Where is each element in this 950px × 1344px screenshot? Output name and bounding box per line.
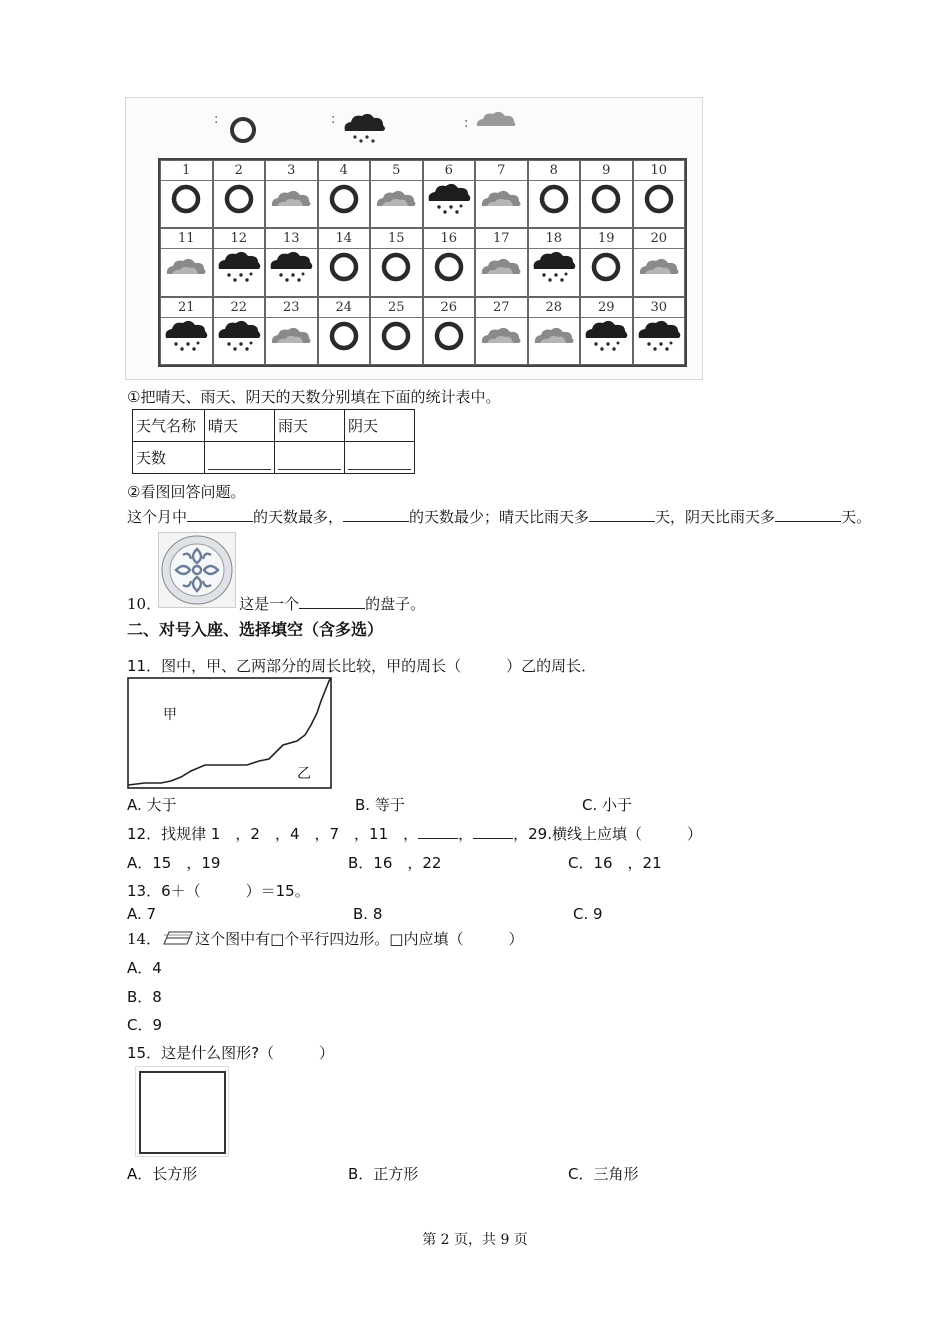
table-header-cell: 雨天 [275,410,345,442]
answer-blank[interactable] [299,594,365,609]
calendar-day-number: 9 [581,163,632,181]
calendar-day-number: 16 [424,231,475,249]
calendar-day-number: 22 [214,300,265,318]
option-a[interactable]: A．4 [127,959,162,977]
q9-sentence-part: 这个月中 [127,508,188,526]
option-b[interactable]: B．8 [127,988,162,1006]
cloud-icon [269,187,313,215]
answer-blank-rainy[interactable] [275,442,345,474]
cloud-icon [479,187,523,215]
q10-text-part: 这是一个 [239,595,300,613]
calendar-day-cell [370,297,423,365]
calendar-day-cell [318,228,371,296]
calendar-day-number: 11 [161,231,212,249]
sun-icon [326,249,362,289]
cloud-icon [164,255,208,283]
calendar-day-number: 17 [476,231,527,249]
option-b[interactable]: B. 8 [353,905,383,923]
answer-blank-cloudy[interactable] [345,442,415,474]
q10-text [127,594,425,614]
sun-icon [378,249,414,289]
q14-stem [127,929,523,950]
region-label-yi: 乙 [297,766,311,782]
calendar-day-number: 3 [266,163,317,181]
calendar-day-cell [160,160,213,228]
q9-part1-text: ①把晴天、雨天、阴天的天数分别填在下面的统计表中。 [127,388,501,406]
cloud-icon [479,255,523,283]
calendar-day-number: 26 [424,300,475,318]
weather-stat-table [132,409,415,474]
rain-cloud-icon [531,249,577,289]
calendar-day-number: 30 [634,300,685,318]
q12-stem-part: ，29.横线上应填（ ） [513,825,702,843]
calendar-day-cell [318,297,371,365]
option-a[interactable]: A．长方形 [127,1165,198,1183]
table-header-cell: 晴天 [205,410,275,442]
square-figure [135,1066,229,1157]
calendar-day-number: 4 [319,163,370,181]
q12-stem-part: 12．找规律 1 ，2 ，4 ，7 ，11 ， [127,825,419,843]
calendar-day-cell [528,297,581,365]
region-label-jia: 甲 [163,707,177,723]
legend-colon-3: : [464,116,469,131]
calendar-day-number: 24 [319,300,370,318]
option-c[interactable]: C. 9 [573,905,603,923]
calendar-day-number: 12 [214,231,265,249]
calendar-day-cell [580,228,633,296]
q13-stem: 13．6＋（ ）＝15。 [127,882,310,900]
calendar-day-number: 19 [581,231,632,249]
answer-blank[interactable] [473,824,513,839]
calendar-day-cell [213,160,266,228]
option-a[interactable]: A．15 ，19 [127,854,221,872]
calendar-day-cell [370,228,423,296]
calendar-day-cell [213,228,266,296]
q9-sentence-part: 天，阴天比雨天多 [655,508,776,526]
q11-stem: 11．图中，甲、乙两部分的周长比较，甲的周长（ ）乙的周长． [127,657,597,675]
rain-cloud-icon [426,181,472,221]
answer-blank[interactable] [775,507,841,522]
calendar-grid [158,158,687,367]
option-a[interactable]: A. 7 [127,905,157,923]
page-footer: 第 2 页，共 9 页 [422,1232,528,1248]
cloud-icon [374,187,418,215]
calendar-day-cell [580,160,633,228]
calendar-day-number: 27 [476,300,527,318]
calendar-day-cell [160,228,213,296]
rain-cloud-icon [583,318,629,358]
q14-stem-text: 这个图中有□个平行四边形。□内应填（ ） [195,930,524,948]
calendar-day-cell [265,297,318,365]
legend-rain-cloud-icon [341,111,387,149]
calendar-day-cell [633,228,686,296]
calendar-day-cell [265,160,318,228]
answer-blank-sunny[interactable] [205,442,275,474]
option-c[interactable]: C．三角形 [568,1165,639,1183]
option-b[interactable]: B. 等于 [355,796,405,814]
sun-icon [641,181,677,221]
q9-sentence-part: 的天数最少；晴天比雨天多 [409,508,590,526]
rain-cloud-icon [163,318,209,358]
calendar-day-cell [528,160,581,228]
calendar-day-cell [475,228,528,296]
calendar-day-number: 21 [161,300,212,318]
answer-blank[interactable] [187,507,253,522]
calendar-day-number: 15 [371,231,422,249]
sun-icon [588,249,624,289]
calendar-day-cell [423,228,476,296]
calendar-day-cell [528,228,581,296]
rain-cloud-icon [636,318,682,358]
sun-icon [221,181,257,221]
sun-icon [168,181,204,221]
calendar-day-cell [633,297,686,365]
answer-blank[interactable] [343,507,409,522]
perimeter-figure [127,677,332,789]
calendar-day-number: 1 [161,163,212,181]
question-number: 14． [127,930,162,948]
table-row-label: 天数 [133,442,205,474]
calendar-day-number: 14 [319,231,370,249]
table-row [133,442,415,474]
calendar-day-number: 25 [371,300,422,318]
option-c[interactable]: C. 小于 [582,796,633,814]
calendar-day-number: 23 [266,300,317,318]
calendar-day-cell [213,297,266,365]
calendar-day-number: 2 [214,163,265,181]
sun-icon [431,249,467,289]
q9-sentence [127,507,871,527]
calendar-day-number: 28 [529,300,580,318]
option-b[interactable]: B．16 ，22 [348,854,442,872]
parallelogram-figure-icon [163,930,193,950]
option-c[interactable]: C．9 [127,1016,163,1034]
answer-blank[interactable] [589,507,655,522]
q9-part2-text: ②看图回答问题。 [127,483,246,501]
question-number: 10． [127,595,162,613]
table-row [133,410,415,442]
rain-cloud-icon [268,249,314,289]
calendar-day-number: 13 [266,231,317,249]
calendar-day-number: 8 [529,163,580,181]
calendar-day-number: 6 [424,163,475,181]
calendar-day-cell [318,160,371,228]
option-a[interactable]: A. 大于 [127,796,177,814]
calendar-day-number: 20 [634,231,685,249]
cloud-icon [269,324,313,352]
sun-icon [326,181,362,221]
legend-sun-icon [226,113,260,151]
legend-colon-1: : [214,112,219,127]
calendar-day-cell [475,297,528,365]
calendar-day-cell [265,228,318,296]
sun-icon [536,181,572,221]
table-header-cell: 天气名称 [133,410,205,442]
calendar-day-number: 18 [529,231,580,249]
answer-blank[interactable] [418,824,458,839]
q15-stem: 15．这是什么图形?（ ） [127,1044,335,1062]
q12-stem [127,824,702,844]
cloud-icon [479,324,523,352]
sun-icon [588,181,624,221]
calendar-day-number: 29 [581,300,632,318]
calendar-day-number: 7 [476,163,527,181]
q12-stem-part: ， [458,825,474,843]
table-header-cell: 阴天 [345,410,415,442]
calendar-day-cell [475,160,528,228]
q9-sentence-part: 天。 [841,508,872,526]
calendar-day-number: 10 [634,163,685,181]
calendar-day-cell [423,160,476,228]
option-b[interactable]: B．正方形 [348,1165,419,1183]
calendar-day-cell [370,160,423,228]
calendar-day-number: 5 [371,163,422,181]
section-heading: 二、对号入座、选择填空（含多选） [127,620,384,639]
calendar-day-cell [160,297,213,365]
cloud-icon [532,324,576,352]
sun-icon [326,318,362,358]
calendar-day-cell [633,160,686,228]
option-c[interactable]: C．16 ，21 [568,854,662,872]
legend-colon-2: : [331,112,336,127]
q10-text-part: 的盘子。 [365,595,426,613]
calendar-day-cell [423,297,476,365]
sun-icon [378,318,414,358]
legend-cloud-icon [474,108,518,136]
calendar-day-cell [580,297,633,365]
rain-cloud-icon [216,318,262,358]
q9-sentence-part: 的天数最多， [253,508,344,526]
rain-cloud-icon [216,249,262,289]
cloud-icon [637,255,681,283]
sun-icon [431,318,467,358]
